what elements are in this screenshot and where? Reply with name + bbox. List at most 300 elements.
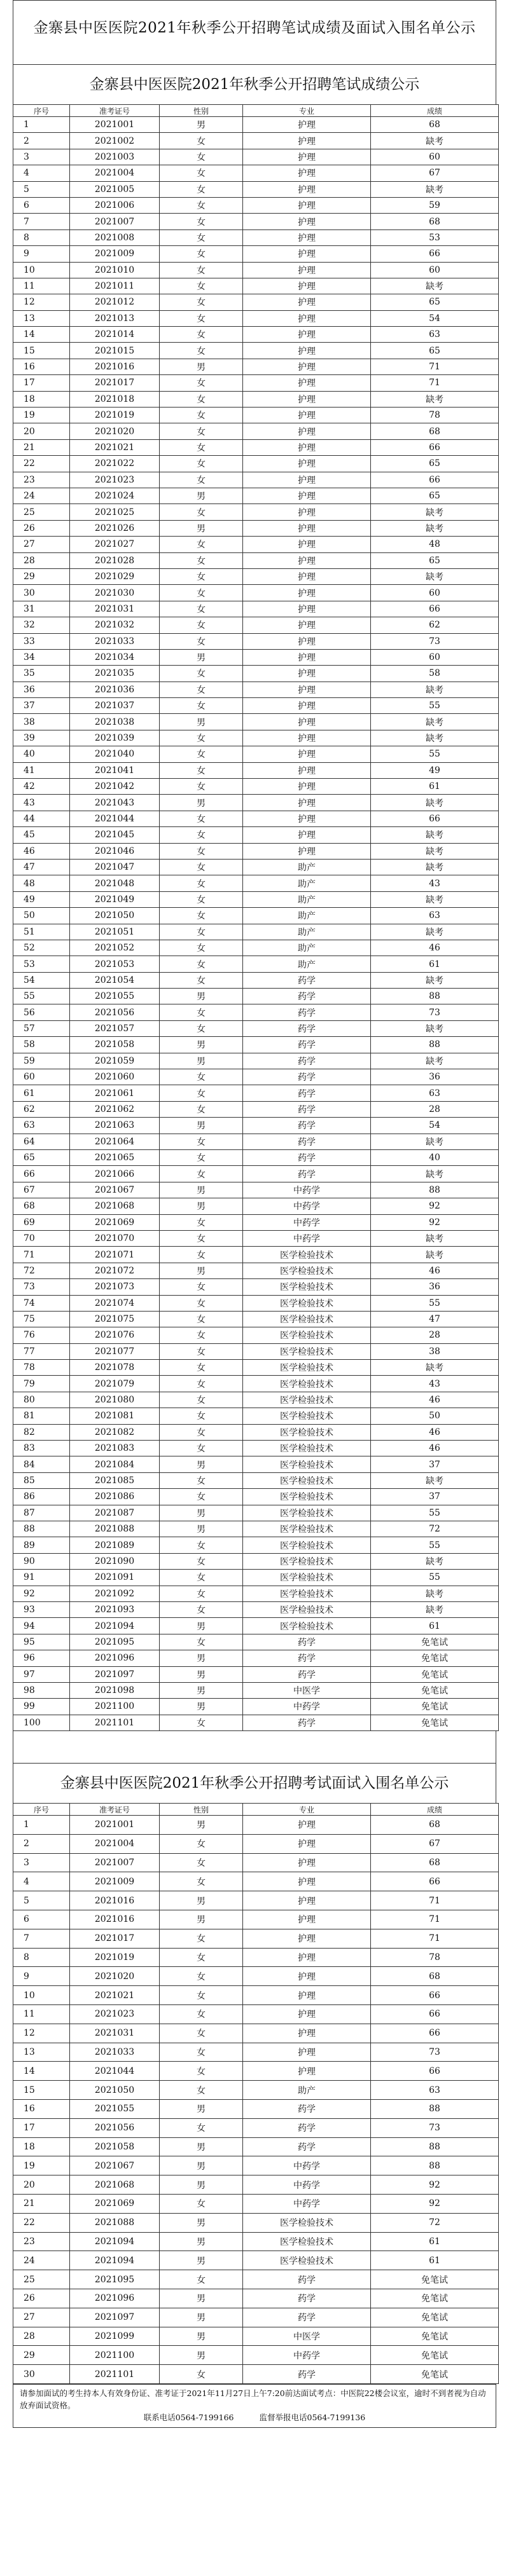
score-cell: 62 (371, 617, 499, 633)
score-cell: 65 (371, 552, 499, 568)
score-cell: 73 (371, 633, 499, 649)
major-cell: 中医学 (243, 2327, 371, 2346)
row-number-cell: 42 (13, 779, 70, 795)
row-number-cell: 18 (13, 2137, 70, 2156)
exam-id-cell: 2021022 (70, 456, 160, 472)
gender-cell: 男 (160, 1037, 243, 1053)
score-cell: 46 (371, 1424, 499, 1440)
score-cell: 缺考 (371, 504, 499, 520)
gender-cell: 女 (160, 1570, 243, 1586)
gender-cell: 女 (160, 1986, 243, 2005)
exam-id-cell: 2021021 (70, 439, 160, 455)
exam-id-cell: 2021023 (70, 2005, 160, 2024)
row-number-cell: 62 (13, 1101, 70, 1117)
major-cell: 护理 (243, 666, 371, 682)
row-number-cell: 72 (13, 1263, 70, 1278)
row-number-cell: 12 (13, 2024, 70, 2043)
gender-cell: 女 (160, 1834, 243, 1853)
interview-row (13, 2005, 499, 2024)
major-cell: 医学检验技术 (243, 1537, 371, 1553)
score-row (13, 811, 499, 826)
exam-id-cell: 2021089 (70, 1537, 160, 1553)
exam-id-cell: 2021035 (70, 666, 160, 682)
gender-cell: 女 (160, 2005, 243, 2024)
row-number-cell: 74 (13, 1295, 70, 1311)
score-row (13, 262, 499, 278)
major-cell: 护理 (243, 262, 371, 278)
exam-id-cell: 2021081 (70, 1408, 160, 1424)
gender-cell: 女 (160, 310, 243, 326)
gender-cell: 女 (160, 1376, 243, 1392)
major-cell: 护理 (243, 488, 371, 504)
major-cell: 医学检验技术 (243, 1376, 371, 1392)
exam-id-cell: 2021046 (70, 843, 160, 859)
gender-cell: 女 (160, 133, 243, 149)
score-row (13, 375, 499, 391)
row-number-cell: 35 (13, 666, 70, 682)
row-number-cell: 26 (13, 2289, 70, 2308)
score-row (13, 1392, 499, 1408)
exam-id-cell: 2021029 (70, 568, 160, 584)
major-cell: 护理 (243, 811, 371, 826)
score-cell: 46 (371, 1392, 499, 1408)
score-row (13, 1247, 499, 1263)
major-cell: 医学检验技术 (243, 1247, 371, 1263)
exam-id-cell: 2021007 (70, 1853, 160, 1872)
score-row (13, 230, 499, 245)
score-row (13, 1441, 499, 1456)
gender-cell: 男 (160, 1666, 243, 1682)
row-number-cell: 20 (13, 2175, 70, 2195)
row-number-cell: 4 (13, 1872, 70, 1891)
gender-cell: 男 (160, 1682, 243, 1698)
exam-id-cell: 2021001 (70, 1816, 160, 1835)
score-cell: 73 (371, 1004, 499, 1020)
spacer (13, 55, 496, 64)
major-cell: 护理 (243, 214, 371, 230)
gender-cell: 男 (160, 359, 243, 374)
score-row (13, 1666, 499, 1682)
exam-id-cell: 2021019 (70, 1948, 160, 1967)
score-row (13, 1472, 499, 1488)
score-row (13, 1521, 499, 1537)
exam-id-cell: 2021069 (70, 1214, 160, 1230)
row-number-cell: 93 (13, 1601, 70, 1617)
exam-id-cell: 2021012 (70, 294, 160, 310)
major-cell: 助产 (243, 891, 371, 907)
interview-row (13, 1967, 499, 1986)
exam-id-cell: 2021041 (70, 762, 160, 778)
score-row (13, 1505, 499, 1521)
score-cell: 68 (371, 214, 499, 230)
exam-id-cell: 2021024 (70, 488, 160, 504)
exam-id-cell: 2021039 (70, 730, 160, 746)
major-cell: 护理 (243, 456, 371, 472)
gender-cell: 男 (160, 1263, 243, 1278)
major-cell: 医学检验技术 (243, 1343, 371, 1359)
row-number-cell: 3 (13, 149, 70, 165)
interview-row (13, 2213, 499, 2232)
score-cell: 缺考 (371, 1553, 499, 1569)
major-cell: 中药学 (243, 1230, 371, 1246)
exam-id-cell: 2021043 (70, 795, 160, 811)
row-number-cell: 57 (13, 1020, 70, 1036)
exam-id-cell: 2021028 (70, 552, 160, 568)
gender-cell: 女 (160, 891, 243, 907)
interview-row (13, 2289, 499, 2308)
score-row (13, 924, 499, 940)
row-number-cell: 91 (13, 1570, 70, 1586)
exam-id-cell: 2021085 (70, 1472, 160, 1488)
score-cell: 缺考 (371, 1247, 499, 1263)
major-cell: 药学 (243, 1118, 371, 1134)
column-header-major: 专业 (243, 105, 371, 117)
major-cell: 药学 (243, 1166, 371, 1182)
major-cell: 中药学 (243, 1214, 371, 1230)
exam-id-cell: 2021052 (70, 940, 160, 956)
score-row (13, 908, 499, 924)
exam-id-cell: 2021056 (70, 2118, 160, 2137)
gender-cell: 女 (160, 149, 243, 165)
major-cell: 护理 (243, 1910, 371, 1929)
major-cell: 药学 (243, 1004, 371, 1020)
score-row (13, 133, 499, 149)
row-number-cell: 24 (13, 2251, 70, 2270)
gender-cell: 男 (160, 1521, 243, 1537)
major-cell: 助产 (243, 908, 371, 924)
gender-cell: 女 (160, 1424, 243, 1440)
exam-id-cell: 2021077 (70, 1343, 160, 1359)
score-cell: 92 (371, 1214, 499, 1230)
score-row (13, 989, 499, 1004)
major-cell: 护理 (243, 278, 371, 294)
major-cell: 护理 (243, 568, 371, 584)
score-cell: 65 (371, 343, 499, 359)
gender-cell: 女 (160, 875, 243, 891)
row-number-cell: 22 (13, 456, 70, 472)
score-row (13, 1682, 499, 1698)
gender-cell: 女 (160, 908, 243, 924)
gender-cell: 男 (160, 1118, 243, 1134)
gender-cell: 女 (160, 762, 243, 778)
exam-id-cell: 2021083 (70, 1441, 160, 1456)
exam-id-cell: 2021002 (70, 133, 160, 149)
gender-cell: 男 (160, 117, 243, 133)
exam-id-cell: 2021061 (70, 1085, 160, 1101)
major-cell: 护理 (243, 520, 371, 536)
score-row (13, 795, 499, 811)
column-header-score: 成绩 (371, 105, 499, 117)
exam-id-cell: 2021098 (70, 1682, 160, 1698)
score-row (13, 1586, 499, 1601)
gender-cell: 男 (160, 1910, 243, 1929)
score-row (13, 1053, 499, 1069)
score-cell: 73 (371, 2043, 499, 2062)
score-cell: 28 (371, 1101, 499, 1117)
row-number-cell: 27 (13, 537, 70, 552)
exam-id-cell: 2021094 (70, 2251, 160, 2270)
interview-row (13, 1910, 499, 1929)
gender-cell: 女 (160, 181, 243, 197)
gender-cell: 女 (160, 1295, 243, 1311)
exam-id-cell: 2021092 (70, 1586, 160, 1601)
gender-cell: 男 (160, 1891, 243, 1910)
score-row (13, 1295, 499, 1311)
score-cell: 63 (371, 1085, 499, 1101)
major-cell: 医学检验技术 (243, 1553, 371, 1569)
column-header-score: 成绩 (371, 1804, 499, 1816)
score-row (13, 408, 499, 423)
exam-id-cell: 2021054 (70, 972, 160, 988)
score-cell: 免笔试 (371, 1650, 499, 1666)
row-number-cell: 15 (13, 2081, 70, 2100)
major-cell: 医学检验技术 (243, 1295, 371, 1311)
interview-table (13, 1803, 499, 2384)
exam-id-cell: 2021056 (70, 1004, 160, 1020)
major-cell: 护理 (243, 181, 371, 197)
exam-id-cell: 2021059 (70, 1053, 160, 1069)
row-number-cell: 75 (13, 1311, 70, 1327)
score-row (13, 746, 499, 762)
row-number-cell: 11 (13, 2005, 70, 2024)
score-cell: 68 (371, 117, 499, 133)
score-cell: 免笔试 (371, 2289, 499, 2308)
exam-id-cell: 2021090 (70, 1553, 160, 1569)
gender-cell: 女 (160, 537, 243, 552)
exam-id-cell: 2021031 (70, 601, 160, 617)
score-cell: 61 (371, 2251, 499, 2270)
gender-cell: 女 (160, 779, 243, 795)
gender-cell: 女 (160, 1085, 243, 1101)
major-cell: 护理 (243, 601, 371, 617)
score-row (13, 117, 499, 133)
score-cell: 免笔试 (371, 2270, 499, 2289)
major-cell: 医学检验技术 (243, 2213, 371, 2232)
score-cell: 缺考 (371, 1586, 499, 1601)
gender-cell: 男 (160, 2289, 243, 2308)
row-number-cell: 36 (13, 682, 70, 697)
score-row (13, 165, 499, 181)
score-cell: 66 (371, 2062, 499, 2081)
score-cell: 66 (371, 811, 499, 826)
row-number-cell: 14 (13, 2062, 70, 2081)
interview-row (13, 2232, 499, 2251)
major-cell: 药学 (243, 1053, 371, 1069)
score-cell: 53 (371, 230, 499, 245)
gender-cell: 女 (160, 1601, 243, 1617)
score-cell: 88 (371, 2137, 499, 2156)
exam-id-cell: 2021097 (70, 1666, 160, 1682)
gender-cell: 男 (160, 520, 243, 536)
score-cell: 58 (371, 666, 499, 682)
score-cell: 40 (371, 1150, 499, 1166)
score-cell: 55 (371, 1505, 499, 1521)
score-cell: 缺考 (371, 181, 499, 197)
major-cell: 医学检验技术 (243, 1408, 371, 1424)
score-cell: 66 (371, 439, 499, 455)
row-number-cell: 34 (13, 649, 70, 665)
major-cell: 护理 (243, 714, 371, 730)
score-cell: 63 (371, 908, 499, 924)
row-number-cell: 63 (13, 1118, 70, 1134)
score-row (13, 1311, 499, 1327)
gender-cell: 女 (160, 1214, 243, 1230)
row-number-cell: 25 (13, 504, 70, 520)
gender-cell: 女 (160, 1360, 243, 1376)
gender-cell: 女 (160, 1715, 243, 1730)
score-row (13, 1699, 499, 1715)
score-cell: 78 (371, 408, 499, 423)
interview-row (13, 1986, 499, 2005)
score-cell: 92 (371, 1198, 499, 1214)
row-number-cell: 90 (13, 1553, 70, 1569)
row-number-cell: 28 (13, 2327, 70, 2346)
exam-id-cell: 2021084 (70, 1456, 160, 1472)
gender-cell: 女 (160, 278, 243, 294)
gender-cell: 女 (160, 1553, 243, 1569)
score-cell: 缺考 (371, 1601, 499, 1617)
major-cell: 医学检验技术 (243, 1424, 371, 1440)
exam-id-cell: 2021003 (70, 149, 160, 165)
score-cell: 免笔试 (371, 2308, 499, 2327)
exam-id-cell: 2021004 (70, 1834, 160, 1853)
interview-row (13, 2062, 499, 2081)
exam-id-cell: 2021017 (70, 375, 160, 391)
gender-cell: 男 (160, 989, 243, 1004)
footer-contacts (20, 2411, 489, 2423)
gender-cell: 女 (160, 682, 243, 697)
row-number-cell: 23 (13, 2232, 70, 2251)
score-cell: 缺考 (371, 730, 499, 746)
exam-id-cell: 2021023 (70, 472, 160, 488)
major-cell: 药学 (243, 2137, 371, 2156)
row-number-cell: 9 (13, 1967, 70, 1986)
row-number-cell: 88 (13, 1521, 70, 1537)
row-number-cell: 29 (13, 568, 70, 584)
major-cell: 药学 (243, 1666, 371, 1682)
exam-id-cell: 2021016 (70, 359, 160, 374)
gender-cell: 男 (160, 2308, 243, 2327)
row-number-cell: 51 (13, 924, 70, 940)
row-number-cell: 5 (13, 1891, 70, 1910)
gender-cell: 女 (160, 972, 243, 988)
gender-cell: 女 (160, 811, 243, 826)
gender-cell: 女 (160, 2081, 243, 2100)
gender-cell: 男 (160, 2175, 243, 2195)
exam-id-cell: 2021044 (70, 2062, 160, 2081)
exam-id-cell: 2021071 (70, 1247, 160, 1263)
exam-id-cell: 2021040 (70, 746, 160, 762)
footer-note: 请参加面试的考生持本人有效身份证、准考证于2021年11月27日上午7:20前达面试考点：中医院22楼会议室，逾时不到者视为自动放弃面试资格。 (20, 2388, 486, 2410)
score-row (13, 859, 499, 875)
row-number-cell: 60 (13, 1069, 70, 1085)
row-number-cell: 21 (13, 439, 70, 455)
exam-id-cell: 2021005 (70, 181, 160, 197)
gender-cell: 女 (160, 214, 243, 230)
interview-row (13, 2175, 499, 2195)
gender-cell: 女 (160, 1853, 243, 1872)
score-row (13, 875, 499, 891)
major-cell: 药学 (243, 1150, 371, 1166)
gender-cell: 女 (160, 666, 243, 682)
gender-cell: 男 (160, 795, 243, 811)
notice-page (13, 0, 496, 2428)
row-number-cell: 44 (13, 811, 70, 826)
exam-id-cell: 2021086 (70, 1489, 160, 1505)
gender-cell: 男 (160, 649, 243, 665)
exam-id-cell: 2021032 (70, 617, 160, 633)
exam-id-cell: 2021067 (70, 1182, 160, 1198)
gender-cell: 女 (160, 1948, 243, 1967)
major-cell: 护理 (243, 1834, 371, 1853)
gender-cell: 女 (160, 230, 243, 245)
major-cell: 中药学 (243, 2175, 371, 2195)
score-cell: 68 (371, 1853, 499, 1872)
score-row (13, 601, 499, 617)
interview-row (13, 2346, 499, 2365)
exam-id-cell: 2021067 (70, 2156, 160, 2175)
major-cell: 护理 (243, 133, 371, 149)
score-cell: 72 (371, 2213, 499, 2232)
major-cell: 药学 (243, 1020, 371, 1036)
score-cell: 缺考 (371, 1020, 499, 1036)
row-number-cell: 73 (13, 1279, 70, 1295)
score-row (13, 552, 499, 568)
major-cell: 护理 (243, 1929, 371, 1948)
contact-phone: 联系电话0564-7199166 (143, 2412, 234, 2422)
gender-cell: 女 (160, 1166, 243, 1182)
major-cell: 护理 (243, 117, 371, 133)
row-number-cell: 58 (13, 1037, 70, 1053)
score-cell: 缺考 (371, 391, 499, 407)
interview-row (13, 2118, 499, 2137)
exam-id-cell: 2021079 (70, 1376, 160, 1392)
score-cell: 68 (371, 1967, 499, 1986)
score-cell: 67 (371, 165, 499, 181)
score-cell: 47 (371, 1311, 499, 1327)
score-row (13, 327, 499, 343)
row-number-cell: 24 (13, 488, 70, 504)
score-cell: 92 (371, 2175, 499, 2195)
gender-cell: 女 (160, 294, 243, 310)
major-cell: 药学 (243, 1101, 371, 1117)
gender-cell: 女 (160, 633, 243, 649)
score-row (13, 1570, 499, 1586)
gender-cell: 女 (160, 1230, 243, 1246)
gender-cell: 女 (160, 924, 243, 940)
major-cell: 药学 (243, 1634, 371, 1650)
row-number-cell: 77 (13, 1343, 70, 1359)
score-row (13, 294, 499, 310)
major-cell: 助产 (243, 875, 371, 891)
row-number-cell: 84 (13, 1456, 70, 1472)
gender-cell: 男 (160, 1816, 243, 1835)
score-cell: 43 (371, 875, 499, 891)
gender-cell: 女 (160, 2024, 243, 2043)
exam-id-cell: 2021007 (70, 214, 160, 230)
major-cell: 护理 (243, 197, 371, 213)
major-cell: 药学 (243, 2270, 371, 2289)
score-cell: 46 (371, 1263, 499, 1278)
major-cell: 药学 (243, 1715, 371, 1730)
gender-cell: 女 (160, 1872, 243, 1891)
interview-row (13, 2137, 499, 2156)
score-row (13, 391, 499, 407)
row-number-cell: 61 (13, 1085, 70, 1101)
exam-id-cell: 2021020 (70, 423, 160, 439)
major-cell: 助产 (243, 2081, 371, 2100)
major-cell: 护理 (243, 327, 371, 343)
